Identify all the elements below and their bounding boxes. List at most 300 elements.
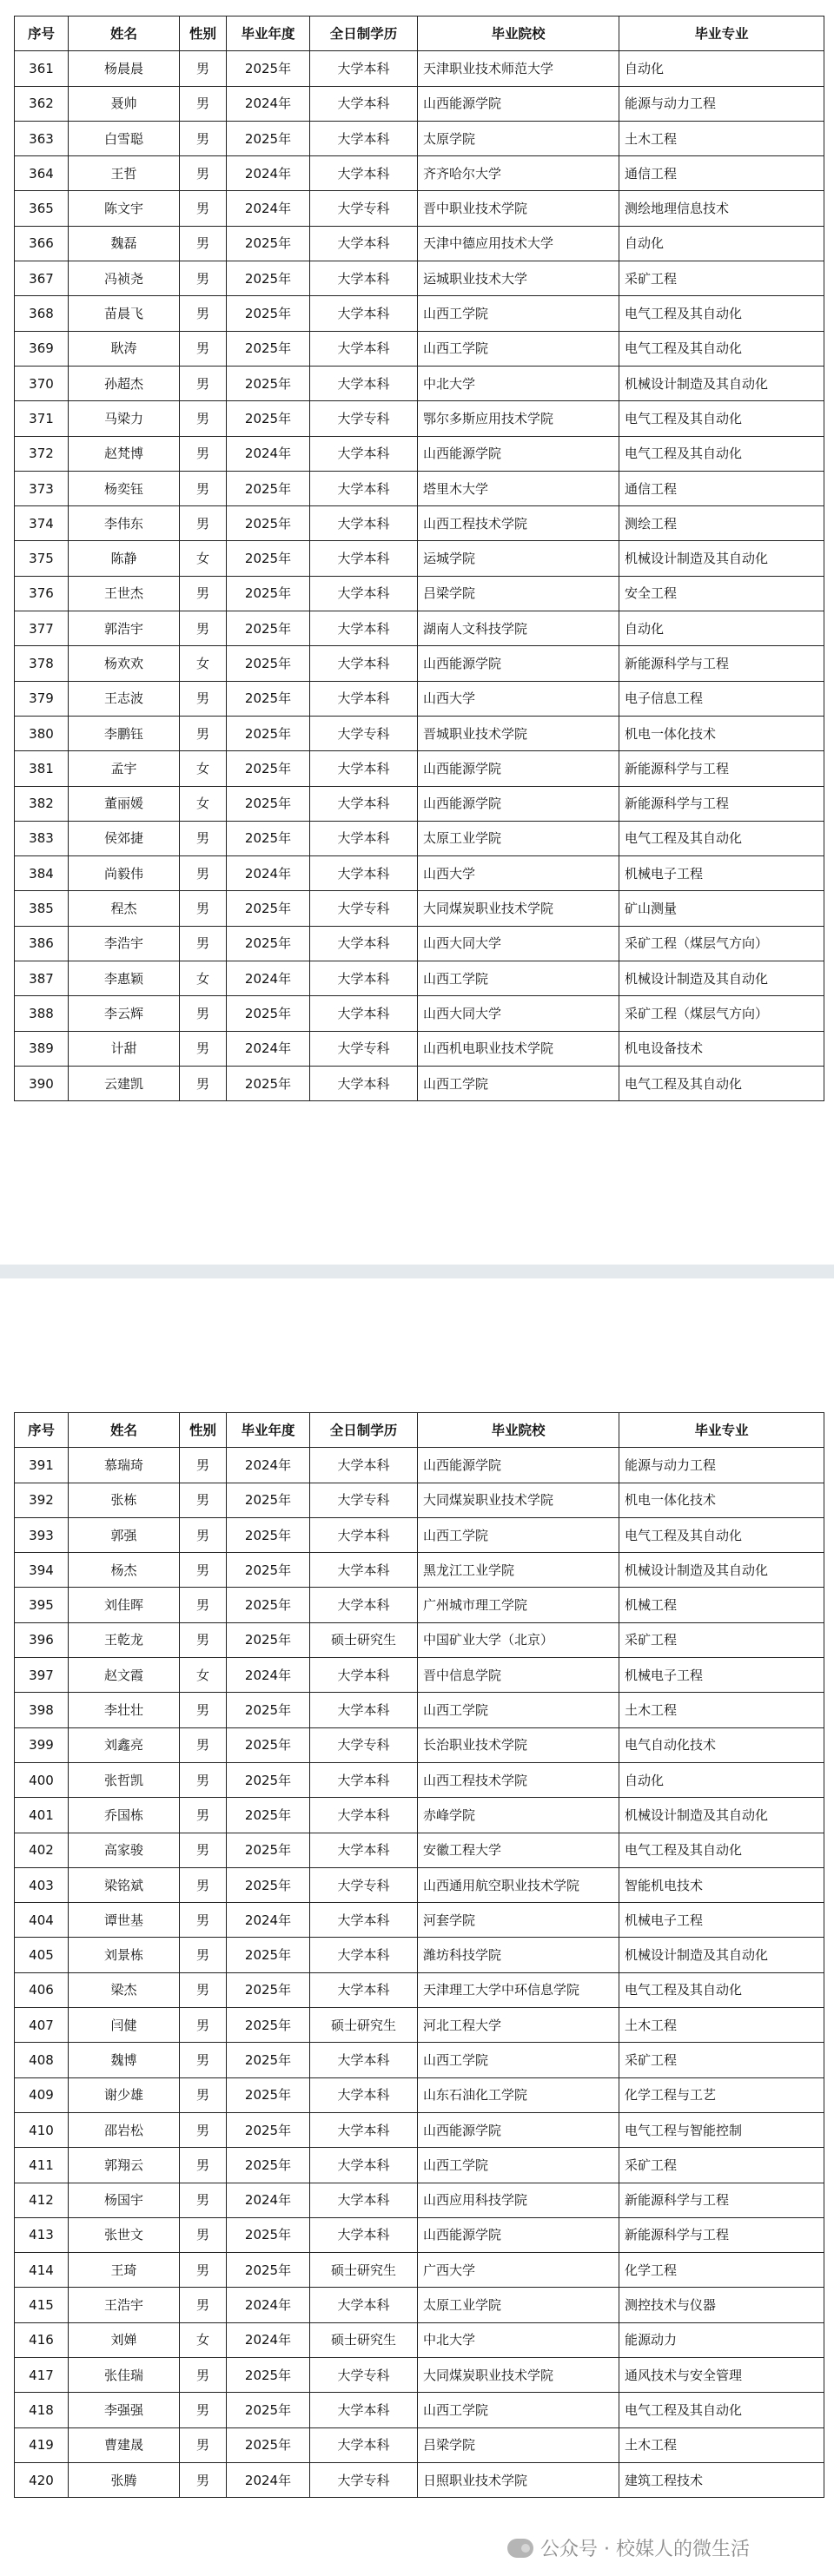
table-row	[15, 1448, 824, 1483]
table-cell: 371	[15, 401, 69, 436]
table-cell: 2025年	[227, 716, 310, 750]
table-cell: 386	[15, 926, 69, 961]
table-row	[15, 51, 824, 86]
table-cell: 郭浩宇	[69, 611, 180, 646]
table-row	[15, 191, 824, 226]
table-cell: 大学专科	[310, 1727, 418, 1762]
table-cell: 谢少雄	[69, 2077, 180, 2112]
table-cell: 女	[180, 541, 227, 576]
table-cell: 山西能源学院	[418, 86, 619, 121]
table-cell: 电气工程及其自动化	[619, 1972, 824, 2007]
table-cell: 山西大学	[418, 681, 619, 716]
table-cell: 380	[15, 716, 69, 750]
table-row	[15, 1517, 824, 1552]
table-cell: 2025年	[227, 541, 310, 576]
table-cell: 大同煤炭职业技术学院	[418, 891, 619, 926]
table-cell: 杨晨晨	[69, 51, 180, 86]
table-cell: 2025年	[227, 2217, 310, 2252]
table-row	[15, 1622, 824, 1657]
table-cell: 女	[180, 1658, 227, 1693]
graduate-table-page-2	[14, 1412, 824, 2498]
table-cell: 大学本科	[310, 156, 418, 191]
table-cell: 男	[180, 2217, 227, 2252]
column-header: 性别	[180, 17, 227, 51]
table-cell: 男	[180, 2358, 227, 2393]
table-cell: 391	[15, 1448, 69, 1483]
table-cell: 2024年	[227, 2322, 310, 2357]
table-cell: 2025年	[227, 996, 310, 1031]
table-cell: 山西能源学院	[418, 2112, 619, 2147]
table-cell: 硕士研究生	[310, 2008, 418, 2043]
table-cell: 慕瑞琦	[69, 1448, 180, 1483]
table-cell: 374	[15, 506, 69, 541]
table-cell: 张世文	[69, 2217, 180, 2252]
table-cell: 张栋	[69, 1483, 180, 1517]
table-cell: 2025年	[227, 121, 310, 155]
table-cell: 赤峰学院	[418, 1798, 619, 1833]
table-cell: 晋城职业技术学院	[418, 716, 619, 750]
table-cell: 晋中职业技术学院	[418, 191, 619, 226]
column-header: 毕业专业	[619, 17, 824, 51]
table-cell: 大学专科	[310, 716, 418, 750]
table-cell: 机械设计制造及其自动化	[619, 961, 824, 996]
table-cell: 2025年	[227, 2253, 310, 2288]
document-page-2	[0, 1278, 834, 2576]
table-row	[15, 1727, 824, 1762]
table-row	[15, 2393, 824, 2427]
table-cell: 2025年	[227, 296, 310, 331]
table-cell: 采矿工程	[619, 1622, 824, 1657]
table-cell: 2025年	[227, 2358, 310, 2393]
table-cell: 男	[180, 226, 227, 261]
table-cell: 苗晨飞	[69, 296, 180, 331]
table-cell: 男	[180, 1867, 227, 1902]
table-cell: 2025年	[227, 1553, 310, 1588]
table-cell: 闫健	[69, 2008, 180, 2043]
table-cell: 王哲	[69, 156, 180, 191]
table-cell: 吕梁学院	[418, 576, 619, 611]
table-cell: 2025年	[227, 401, 310, 436]
table-cell: 机械设计制造及其自动化	[619, 1553, 824, 1588]
table-cell: 384	[15, 856, 69, 891]
table-cell: 建筑工程技术	[619, 2462, 824, 2497]
table-cell: 2024年	[227, 191, 310, 226]
table-cell: 367	[15, 261, 69, 296]
table-cell: 2025年	[227, 366, 310, 400]
table-cell: 男	[180, 1938, 227, 1972]
table-cell: 大学专科	[310, 891, 418, 926]
table-cell: 410	[15, 2112, 69, 2147]
table-cell: 男	[180, 261, 227, 296]
table-cell: 通风技术与安全管理	[619, 2358, 824, 2393]
table-row	[15, 541, 824, 576]
table-cell: 397	[15, 1658, 69, 1693]
table-cell: 女	[180, 751, 227, 786]
table-cell: 男	[180, 1517, 227, 1552]
table-cell: 邵岩松	[69, 2112, 180, 2147]
table-cell: 太原工业学院	[418, 2288, 619, 2322]
table-cell: 2024年	[227, 436, 310, 471]
table-cell: 矿山测量	[619, 891, 824, 926]
table-cell: 机械设计制造及其自动化	[619, 1798, 824, 1833]
column-header: 毕业年度	[227, 1413, 310, 1448]
table-cell: 2025年	[227, 821, 310, 855]
table-cell: 378	[15, 646, 69, 681]
table-cell: 山西能源学院	[418, 2217, 619, 2252]
table-row	[15, 1938, 824, 1972]
table-cell: 李伟东	[69, 506, 180, 541]
table-cell: 测绘地理信息技术	[619, 191, 824, 226]
table-cell: 373	[15, 471, 69, 505]
table-cell: 土木工程	[619, 121, 824, 155]
table-row	[15, 1658, 824, 1693]
table-cell: 太原工业学院	[418, 821, 619, 855]
table-cell: 齐齐哈尔大学	[418, 156, 619, 191]
table-cell: 男	[180, 1727, 227, 1762]
table-cell: 2025年	[227, 786, 310, 821]
table-cell: 大学本科	[310, 121, 418, 155]
table-cell: 395	[15, 1588, 69, 1622]
table-cell: 男	[180, 1483, 227, 1517]
table-cell: 大学本科	[310, 611, 418, 646]
table-cell: 2025年	[227, 2148, 310, 2183]
table-cell: 2025年	[227, 681, 310, 716]
table-row	[15, 2008, 824, 2043]
table-cell: 智能机电技术	[619, 1867, 824, 1902]
table-cell: 大学本科	[310, 226, 418, 261]
table-cell: 男	[180, 891, 227, 926]
table-cell: 男	[180, 471, 227, 505]
table-cell: 393	[15, 1517, 69, 1552]
table-cell: 女	[180, 2322, 227, 2357]
table-row	[15, 86, 824, 121]
table-cell: 王琦	[69, 2253, 180, 2288]
table-cell: 王乾龙	[69, 1622, 180, 1657]
table-cell: 山西能源学院	[418, 646, 619, 681]
table-cell: 侯郊捷	[69, 821, 180, 855]
table-cell: 马梁力	[69, 401, 180, 436]
table-cell: 李强强	[69, 2393, 180, 2427]
graduate-table-page-1	[14, 16, 824, 1101]
table-cell: 男	[180, 86, 227, 121]
table-cell: 山西大同大学	[418, 926, 619, 961]
table-cell: 大学本科	[310, 1903, 418, 1938]
table-cell: 土木工程	[619, 2008, 824, 2043]
table-cell: 2025年	[227, 2112, 310, 2147]
table-cell: 男	[180, 1066, 227, 1100]
table-cell: 日照职业技术学院	[418, 2462, 619, 2497]
table-cell: 运城职业技术大学	[418, 261, 619, 296]
table-cell: 大学本科	[310, 471, 418, 505]
table-cell: 男	[180, 296, 227, 331]
table-cell: 403	[15, 1867, 69, 1902]
table-row	[15, 2427, 824, 2462]
table-cell: 大学本科	[310, 2112, 418, 2147]
table-cell: 2025年	[227, 646, 310, 681]
column-header: 序号	[15, 1413, 69, 1448]
table-row	[15, 156, 824, 191]
table-cell: 男	[180, 1903, 227, 1938]
table-row	[15, 681, 824, 716]
table-cell: 郭强	[69, 1517, 180, 1552]
table-cell: 372	[15, 436, 69, 471]
table-cell: 379	[15, 681, 69, 716]
table-cell: 赵梵博	[69, 436, 180, 471]
table-cell: 山西应用科技学院	[418, 2183, 619, 2217]
table-cell: 张哲凯	[69, 1762, 180, 1797]
table-cell: 山西能源学院	[418, 1448, 619, 1483]
table-cell: 新能源科学与工程	[619, 646, 824, 681]
table-cell: 2025年	[227, 1867, 310, 1902]
table-cell: 男	[180, 1622, 227, 1657]
table-cell: 420	[15, 2462, 69, 2497]
table-cell: 大学本科	[310, 2288, 418, 2322]
table-row	[15, 1553, 824, 1588]
table-cell: 365	[15, 191, 69, 226]
table-cell: 377	[15, 611, 69, 646]
table-cell: 计甜	[69, 1031, 180, 1066]
table-cell: 电气工程及其自动化	[619, 821, 824, 855]
table-row	[15, 786, 824, 821]
table-cell: 广州城市理工学院	[418, 1588, 619, 1622]
table-cell: 男	[180, 506, 227, 541]
table-cell: 魏博	[69, 2043, 180, 2077]
table-cell: 2025年	[227, 471, 310, 505]
table-cell: 男	[180, 821, 227, 855]
table-cell: 王浩宇	[69, 2288, 180, 2322]
table-cell: 机电一体化技术	[619, 1483, 824, 1517]
table-cell: 自动化	[619, 51, 824, 86]
column-header: 性别	[180, 1413, 227, 1448]
wechat-icon	[507, 2539, 533, 2558]
table-cell: 2025年	[227, 506, 310, 541]
table-cell: 李壮壮	[69, 1693, 180, 1727]
table-row	[15, 2217, 824, 2252]
table-cell: 大学专科	[310, 1867, 418, 1902]
table-cell: 电气自动化技术	[619, 1727, 824, 1762]
column-header: 全日制学历	[310, 17, 418, 51]
table-cell: 大学本科	[310, 1517, 418, 1552]
table-cell: 409	[15, 2077, 69, 2112]
table-cell: 401	[15, 1798, 69, 1833]
table-cell: 机械工程	[619, 1588, 824, 1622]
table-cell: 采矿工程	[619, 2148, 824, 2183]
table-cell: 大学本科	[310, 2183, 418, 2217]
table-cell: 山西工学院	[418, 961, 619, 996]
table-cell: 山西工学院	[418, 2393, 619, 2427]
table-cell: 大学本科	[310, 576, 418, 611]
table-cell: 387	[15, 961, 69, 996]
table-row	[15, 1972, 824, 2007]
table-row	[15, 506, 824, 541]
table-cell: 男	[180, 2077, 227, 2112]
table-cell: 402	[15, 1833, 69, 1867]
table-row	[15, 2253, 824, 2288]
table-cell: 天津职业技术师范大学	[418, 51, 619, 86]
table-cell: 2025年	[227, 1762, 310, 1797]
table-cell: 孙超杰	[69, 366, 180, 400]
table-row	[15, 2358, 824, 2393]
table-cell: 机械电子工程	[619, 856, 824, 891]
column-header: 毕业专业	[619, 1413, 824, 1448]
table-row	[15, 751, 824, 786]
column-header: 全日制学历	[310, 1413, 418, 1448]
table-cell: 2025年	[227, 1727, 310, 1762]
table-cell: 梁铭斌	[69, 1867, 180, 1902]
table-cell: 男	[180, 1762, 227, 1797]
table-cell: 男	[180, 401, 227, 436]
table-cell: 男	[180, 2043, 227, 2077]
table-cell: 孟宇	[69, 751, 180, 786]
table-cell: 王世杰	[69, 576, 180, 611]
table-cell: 晋中信息学院	[418, 1658, 619, 1693]
table-row	[15, 996, 824, 1031]
table-cell: 男	[180, 2253, 227, 2288]
table-cell: 大学本科	[310, 786, 418, 821]
table-cell: 男	[180, 366, 227, 400]
table-row	[15, 2322, 824, 2357]
table-cell: 硕士研究生	[310, 1622, 418, 1657]
table-cell: 聂帅	[69, 86, 180, 121]
table-cell: 测控技术与仪器	[619, 2288, 824, 2322]
table-cell: 河套学院	[418, 1903, 619, 1938]
table-row	[15, 856, 824, 891]
table-row	[15, 436, 824, 471]
table-cell: 2025年	[227, 926, 310, 961]
table-cell: 女	[180, 961, 227, 996]
table-cell: 耿涛	[69, 331, 180, 366]
table-row	[15, 926, 824, 961]
table-cell: 416	[15, 2322, 69, 2357]
table-cell: 大学本科	[310, 296, 418, 331]
table-cell: 长治职业技术学院	[418, 1727, 619, 1762]
table-cell: 乔国栋	[69, 1798, 180, 1833]
table-row	[15, 2288, 824, 2322]
table-cell: 2025年	[227, 51, 310, 86]
table-row	[15, 716, 824, 750]
table-cell: 刘鑫亮	[69, 1727, 180, 1762]
table-cell: 男	[180, 1553, 227, 1588]
table-cell: 电气工程及其自动化	[619, 331, 824, 366]
table-cell: 新能源科学与工程	[619, 751, 824, 786]
table-cell: 安徽工程大学	[418, 1833, 619, 1867]
column-header: 毕业年度	[227, 17, 310, 51]
table-cell: 陈文宇	[69, 191, 180, 226]
table-cell: 王志波	[69, 681, 180, 716]
table-cell: 广西大学	[418, 2253, 619, 2288]
table-row	[15, 611, 824, 646]
table-cell: 413	[15, 2217, 69, 2252]
document-page-1	[0, 0, 834, 1265]
table-row	[15, 261, 824, 296]
table-cell: 刘景栋	[69, 1938, 180, 1972]
table-cell: 刘佳晖	[69, 1588, 180, 1622]
table-cell: 2025年	[227, 1972, 310, 2007]
table-cell: 大学本科	[310, 2148, 418, 2183]
table-cell: 2025年	[227, 611, 310, 646]
table-cell: 大学本科	[310, 541, 418, 576]
table-cell: 男	[180, 1798, 227, 1833]
table-cell: 大学本科	[310, 961, 418, 996]
table-row	[15, 891, 824, 926]
table-cell: 山西能源学院	[418, 751, 619, 786]
table-cell: 大学本科	[310, 1553, 418, 1588]
table-cell: 大同煤炭职业技术学院	[418, 2358, 619, 2393]
table-cell: 大学本科	[310, 436, 418, 471]
table-cell: 大学专科	[310, 2462, 418, 2497]
table-cell: 大学本科	[310, 86, 418, 121]
table-cell: 曹建晟	[69, 2427, 180, 2462]
table-cell: 鄂尔多斯应用技术学院	[418, 401, 619, 436]
table-cell: 2025年	[227, 751, 310, 786]
page-separator	[0, 1265, 834, 1278]
table-cell: 大学本科	[310, 1938, 418, 1972]
table-cell: 塔里木大学	[418, 471, 619, 505]
table-cell: 山西工学院	[418, 1693, 619, 1727]
table-row	[15, 646, 824, 681]
table-cell: 湖南人文科技学院	[418, 611, 619, 646]
table-cell: 白雪聪	[69, 121, 180, 155]
table-cell: 大学专科	[310, 191, 418, 226]
table-cell: 男	[180, 2112, 227, 2147]
table-cell: 天津中德应用技术大学	[418, 226, 619, 261]
table-cell: 男	[180, 926, 227, 961]
table-cell: 男	[180, 436, 227, 471]
table-row	[15, 2112, 824, 2147]
table-cell: 大学本科	[310, 366, 418, 400]
table-row	[15, 1762, 824, 1797]
table-cell: 山西大同大学	[418, 996, 619, 1031]
table-row	[15, 471, 824, 505]
table-cell: 男	[180, 191, 227, 226]
table-cell: 390	[15, 1066, 69, 1100]
table-cell: 404	[15, 1903, 69, 1938]
table-cell: 392	[15, 1483, 69, 1517]
table-row	[15, 1833, 824, 1867]
table-cell: 山西工学院	[418, 1517, 619, 1552]
table-cell: 李鹏钰	[69, 716, 180, 750]
table-cell: 362	[15, 86, 69, 121]
table-cell: 2024年	[227, 2462, 310, 2497]
table-cell: 云建凯	[69, 1066, 180, 1100]
table-row	[15, 401, 824, 436]
table-cell: 381	[15, 751, 69, 786]
table-cell: 2025年	[227, 1066, 310, 1100]
table-cell: 男	[180, 1031, 227, 1066]
column-header: 姓名	[69, 17, 180, 51]
table-cell: 大学本科	[310, 646, 418, 681]
table-cell: 潍坊科技学院	[418, 1938, 619, 1972]
table-cell: 2024年	[227, 156, 310, 191]
table-cell: 梁杰	[69, 1972, 180, 2007]
table-cell: 男	[180, 331, 227, 366]
table-cell: 394	[15, 1553, 69, 1588]
table-cell: 女	[180, 646, 227, 681]
table-cell: 山西机电职业技术学院	[418, 1031, 619, 1066]
table-cell: 2025年	[227, 2077, 310, 2112]
table-cell: 2025年	[227, 2043, 310, 2077]
table-cell: 388	[15, 996, 69, 1031]
table-header-row	[15, 17, 824, 51]
table-cell: 机械设计制造及其自动化	[619, 366, 824, 400]
table-cell: 大学本科	[310, 1066, 418, 1100]
table-cell: 大学本科	[310, 331, 418, 366]
table-cell: 大学本科	[310, 1762, 418, 1797]
table-cell: 2025年	[227, 1483, 310, 1517]
table-cell: 大学本科	[310, 751, 418, 786]
table-cell: 418	[15, 2393, 69, 2427]
table-cell: 大学本科	[310, 2427, 418, 2462]
